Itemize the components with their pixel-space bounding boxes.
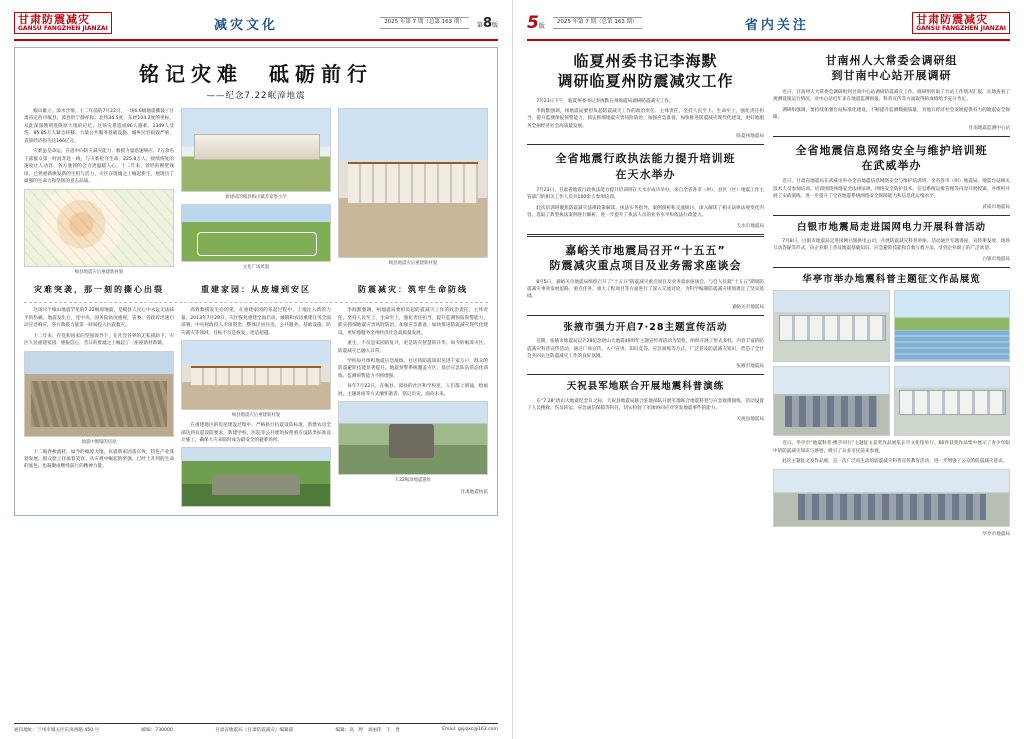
lead-subheads xyxy=(24,279,488,298)
article-wuwei xyxy=(773,143,1010,210)
photo-caption-map: 岷县地震灾后重建新村貌 xyxy=(74,270,124,276)
photo-new-town xyxy=(181,340,331,410)
paragraph: 在“7.28”唐山大地震纪念日之际，天祝县地震局联合驻地部队开展军地联合地震科普与应急救援演练，活动设置了人员搜救、伤员转运、应急通信保障等科目，切实检验了军地协同应对突发地震事件的能力。 xyxy=(527,398,764,412)
logo-main-text-right: 甘肃防震减灾 xyxy=(916,12,989,26)
paragraph: 高效救援发生必的笔，在重建家园的乐起过程中，土地注入新的力量。2013年7月29日，灾区恢复重建全面启动，城镇和农房重建任务全面部署，中央财政投入专项资金，整体民居住房、公共服务、基础设施、防灾减灾等领域，目标不仅是恢复，更是超越。 xyxy=(181,308,331,336)
lead-column-1 xyxy=(24,108,174,279)
article-credit: 武威市地震局 xyxy=(982,204,1010,210)
article-divider xyxy=(527,144,764,145)
photo-visitors-viewing xyxy=(773,366,890,436)
paragraph: 7月23日下午，临夏州委书记李海默在州地震局调研防震减灾工作。 xyxy=(536,98,674,104)
footer-editors: 编辑：高 婷 刘丽萍 王 贵 xyxy=(335,728,400,733)
article-divider xyxy=(527,234,764,237)
paragraph: 李海默强调，州地震局要担负起防震减灾工作的政治责任、主体责任，坚持人民至上、生命至上，强化责任担当，提升监测预报预警能力，抓实抓细地震灾害风险防治，加强应急准备，加快推进防震减灾现代化建设，更好地服务全州经济社会高质量发展。 xyxy=(527,108,764,129)
photo-gallery-row-2 xyxy=(773,366,1010,436)
article-body xyxy=(773,89,1010,122)
section-title-right: 省内关注 xyxy=(744,17,809,33)
photo-display-panels xyxy=(894,366,1011,436)
right-column-1 xyxy=(527,47,764,542)
article-body xyxy=(773,440,1010,465)
photo-gallery-row-3 xyxy=(773,469,1010,527)
article-body xyxy=(527,187,764,220)
paragraph: 李海默强调，州地震局要担负起防震减灾工作的政治责任、主体责任，坚持人民至上、生命至上，强化责任担当，提升监测预报预警能力，抓实抓细地震灾害风险防治，加强应急准备，加快推进防震减灾现代化建设，更好地服务全州经济社会高质量发展。 xyxy=(338,308,488,336)
article-credit: 天水市地震局 xyxy=(736,223,764,229)
article-zhangye xyxy=(527,321,764,370)
article-credit: 白银市地震局 xyxy=(982,256,1010,262)
lead-title: 铭记灾难 砥砺前行 xyxy=(139,62,373,86)
lead-columns xyxy=(24,108,488,279)
subhead-3-title: 防震减灾：筑牢生命防线 xyxy=(358,285,468,295)
paragraph: 灾难虽是命运，在思中向防灾减灾能力、救援力量迅速响应、7万余名干部群众第一时间奔赴一线，与灾难抢夺生命，225.8万人、接续恢复的速度让人动容、各方驰援的合力更温暖人心。十二年来，曾经的断壁残垣，已然重新焕发新的生机与活力，灾区在废墟之上崛起新生，展现出了顽强的生命力和坚韧的意志品质。 xyxy=(24,149,174,184)
article-linxia xyxy=(527,51,764,139)
article-divider xyxy=(773,215,1010,216)
article-divider xyxy=(527,374,764,375)
article-title: 张掖市强力开启7·28主题宣传活动 xyxy=(563,321,728,333)
page-footer xyxy=(14,723,498,733)
photo-gallery-row-1 xyxy=(773,290,1010,362)
article-title: 甘南州人大常委会调研组 到甘南中心站开展调研 xyxy=(825,54,958,83)
logo-sub-text: GANSU FANGZHEN JIANZAI xyxy=(18,24,108,32)
issue-line-right: 2025 年第 7 期（总第 163 期） xyxy=(553,17,642,29)
page-label-suffix: 版 xyxy=(491,21,498,29)
page-number-value: 8 xyxy=(482,15,492,31)
right-column-2 xyxy=(773,47,1010,542)
article-credit: 张掖市地震局 xyxy=(736,364,764,370)
article-divider xyxy=(773,267,1010,268)
footer-address: 通讯地址：兰州市城关区东岗西路 450 号 xyxy=(14,728,100,733)
article-credit: 临夏州地震局 xyxy=(736,134,764,140)
logo-main-text: 甘肃防震减灾 xyxy=(18,12,90,26)
paragraph: 重生，不仅是家园的复兴，更是防灾智慧的升华。如今的岷漳灾区，防震减灾已融入日常。 xyxy=(338,341,488,354)
paragraph: 近日，甘南州人大常委会调研组到甘南中心站调研防震减灾工作。调研组听取了台站工作情况汇报，实地查看了观测设施运行情况，对中心站近年来在地震监测预报、科普宣传等方面取得的成绩给予充分肯定。 xyxy=(773,89,1010,103)
body-column-2 xyxy=(181,307,331,507)
paragraph: 十二年来，在党和国家的坚强领导下，在社会各界的无私援助下，灾区人民重建家园、重振信心，昔日的废墟之上崛起了一座座新村新镇。 xyxy=(24,333,174,347)
newspaper-logo xyxy=(14,12,112,35)
page-unit-right: 版 xyxy=(538,23,545,30)
article-title: 华亭市举办地震科普主题征文作品展览 xyxy=(802,273,981,285)
paragraph: 7月8日，白银市地震局走进国网白银供电公司，开展防震减灾科普讲座。活动通过专题讲座、宣传册发放、现场互动答疑等形式，向企业职工普及地震基础知识、应急避险技能和自救互救方法，受到企业职工的广泛欢迎。 xyxy=(773,238,1010,252)
article-tianzhu xyxy=(527,380,764,421)
footer-postcode: 邮编：730000 xyxy=(141,728,173,733)
subhead-col-1 xyxy=(24,279,174,298)
page-label-prefix: 第 xyxy=(476,21,483,29)
body-text-1b xyxy=(24,449,174,471)
lead-paragraph-1 xyxy=(24,108,174,185)
photo-exhibition-boards xyxy=(773,290,890,362)
paragraph: 8月5日，嘉峪关市地震局组织召开了“十五五”防震减灾重点项目及业务需求座谈会，与会人员就“十五五”期间防震减灾事业发展思路、重点任务、重大工程项目等方面进行了深入交流讨论，为科学编制防震减灾规划奠定了坚实基础。 xyxy=(527,279,764,300)
article-body xyxy=(527,398,764,413)
paragraph: 近期，张掖市地震局以7·28纪念唐山大地震49周年主题宣传周活动为契机，组织开展了形式多样、内容丰富的防震减灾科普宣传活动，通过广场宣传、入户宣讲、知识竞答、应急演练等方式，广泛普及防震减灾知识，营造了全社会共同关注防震减灾工作的良好氛围。 xyxy=(527,339,764,360)
lead-body-columns xyxy=(24,307,488,507)
paragraph: 此次培训班聚焦防震减灾法规政策解读、执法实务指导、案例剖析和交流研讨，深入解读了相关法律法规变化内容，选取了典型执法案例进行解析，进一步提升了执法人员的业务水平和依法行政能力。 xyxy=(527,205,764,219)
photo-caption-field: 文化广场风貌 xyxy=(242,265,270,270)
article-huating xyxy=(773,273,1010,538)
subhead-divider xyxy=(24,302,488,303)
subhead-col-3 xyxy=(338,279,488,298)
body-text-2 xyxy=(181,307,331,337)
masthead-rule-right xyxy=(527,39,1010,41)
issue-line-left: 2025 年第 7 期（总第 163 期） xyxy=(380,17,469,29)
article-body xyxy=(527,338,764,360)
article-body xyxy=(773,178,1010,200)
body-text-1 xyxy=(24,307,174,347)
article-title: 嘉峪关市地震局召开“十五五” 防震减灾重点项目及业务需求座谈会 xyxy=(549,243,742,273)
photo-sports-field xyxy=(181,204,331,262)
body-column-3 xyxy=(338,307,488,507)
lead-article xyxy=(14,47,498,516)
photo-rebuilt-village xyxy=(338,108,488,258)
page-number-right xyxy=(527,13,545,33)
photo-collapsed-houses xyxy=(24,351,174,437)
body-text-3 xyxy=(338,307,488,398)
article-credit: 嘉峪关市地震局 xyxy=(731,304,764,310)
article-title: 天祝县军地联合开展地震科普演练 xyxy=(566,381,725,393)
article-title: 白银市地震局走进国网电力开展科普活动 xyxy=(796,221,986,233)
article-baiyin xyxy=(773,221,1010,262)
paragraph: 岷山雄立，漳水含情。十二年前的7月22日，一场6.6级地震撕裂了甘肃省定西市岷县、漳县的宁静祥和。北纬34.5度，东经104.2度的坐标，从此深深镌刻进陇原大地的记忆。这场灾难造成96人遇难、1349人受伤、85.85万人紧急转移、大量公共服务基础设施、城乡民宅损毁严重，直接经济损失达166亿元。 xyxy=(24,109,174,144)
footer-email: Email: gsjsjxc@163.com xyxy=(442,727,498,732)
page-number-value-right: 5 xyxy=(527,13,539,33)
photo-memorial xyxy=(338,401,488,475)
paragraph: 十二载春秋流转，如今的岷漳大地，抗震新家园落有致，特色产业蓬勃发展，群众脸上洋溢着笑容。从灾难中崛起的坚强，已经上升到的生命的底色，也凝聚成继续前行的精神力量。 xyxy=(24,449,174,470)
article-body xyxy=(527,98,764,131)
article-body xyxy=(527,279,764,301)
paragraph: 这场尽于岷山地震罕见的7.22岷漳地震，是岷县人民心中永远无法抹平的伤痛。地震发生后，党中央、国务院高度重视，省委、省政府迅速启动应急响应，各方救援力量第一时间投入抗震救灾。 xyxy=(24,308,174,329)
lead-column-2 xyxy=(181,108,331,279)
lead-subtitle: ——纪念7.22岷漳地震 xyxy=(206,91,306,101)
photo-caption-memorial: 7.22岷漳地震遗址 xyxy=(394,478,432,484)
photo-caption-school: 新建成的岷县梅川镇苏家堡小学 xyxy=(225,195,287,200)
photo-caption-ruin: 地震中倒塌的房屋 xyxy=(81,439,117,445)
article-tianshui-training xyxy=(527,151,764,229)
article-body xyxy=(773,238,1010,253)
page-right xyxy=(512,0,1024,739)
article-credit: 天祝县地震局 xyxy=(736,416,764,422)
paragraph: 学校每月组织地震应急演练，社区将防震知识送进千家万户，群众的防震避险技能显著提升。地震预警系统覆盖灾区，基层应急队伍常态化训练，监测预警能力不断增强。 xyxy=(338,359,488,379)
photo-caption-newtown: 岷县地震灾后重建新村貌 xyxy=(231,413,281,419)
paragraph: 调研组强调，要持续加强台站标准化建设，不断提升监测数据质量，为地方经济社会发展提供有力的地震安全保障。 xyxy=(773,107,1010,121)
subhead-2-title: 重建家园：从废墟到安区 xyxy=(201,285,311,295)
paragraph: 在重建地区的房屋建设过程中，严格执行抗震设防标准，新建农房全部达到抗震设防要求，新建学校、医院等公共建筑按照重点设防类标准设计施工，确保大灾来临时成为最安全的避难场所。 xyxy=(181,423,331,443)
article-credit: 华亭市地震局 xyxy=(982,532,1010,538)
paragraph: 每年7月22日，在岷县、漳县的社区和学校里，人们都上朗诵、绘画展、主题讲座等方式缅怀逝者、铭记历史、面向未来。 xyxy=(338,384,488,397)
subhead-1-title: 灾难突袭，那一刻的撕心出裂 xyxy=(34,285,164,295)
article-divider xyxy=(773,136,1010,137)
page-number-left xyxy=(477,16,498,31)
body-text-2b xyxy=(181,422,331,444)
paragraph: 7月23日，甘肃省地震行政执法能力提升培训班在天水市成功举办。来自全省各市（州）、县区（区）地震工作主管部门的相关工作人员共100余人参加培训。 xyxy=(527,188,764,201)
subhead-col-2 xyxy=(181,279,331,298)
photo-crowd-viewing xyxy=(773,469,1010,527)
paragraph: 此次主题征文及作品展，是一次广泛而生动的防震减灾科普宣传教育活动，进一步增强了公众的防震减灾意识。 xyxy=(782,458,1008,464)
article-divider xyxy=(527,315,764,316)
paragraph: 近日，甘肃省地震局在武威市举办全省地震信息网络安全与维护培训班，全省各市（州）地震局、地震台站相关技术人员参加培训。培训围绕网络安全法律法规、网络安全防护技术、信息系统运维管理等内容开展授课，并组织开展了实战演练，进一步提升了全省地震系统网络安全保障能力和信息化运维水平。 xyxy=(773,179,1010,200)
body-column-1 xyxy=(24,307,174,507)
article-title: 临夏州委书记李海默 调研临夏州防震减灾工作 xyxy=(557,52,734,91)
footer-publisher: 甘肃省地震局《甘肃防震减灾》编辑部 xyxy=(215,728,294,733)
paragraph: 近日，华亭市“地震科普·携手同行”主题征文获奖作品展览在市文化馆举行。60件获奖作品集中展示了青少年眼中的防震减灾知识与感悟，吸引了众多市民前来参观。 xyxy=(773,441,1010,454)
article-title: 全省地震行政执法能力提升培训班 在天水举办 xyxy=(555,152,736,181)
photo-new-school xyxy=(181,108,331,192)
newspaper-logo-right xyxy=(912,12,1010,35)
lead-column-3 xyxy=(338,108,488,279)
photo-green-hills xyxy=(181,447,331,507)
article-jiayuguan xyxy=(527,243,764,310)
photo-lakeside-exhibition xyxy=(894,290,1011,362)
article-credit: 甘南地震监测中心站 xyxy=(968,125,1010,131)
article-title: 全省地震信息网络安全与维护培训班 在武威举办 xyxy=(795,143,988,172)
right-columns xyxy=(527,47,1010,542)
logo-sub-text-right: GANSU FANGZHEN JIANZAI xyxy=(916,24,1006,32)
masthead-right xyxy=(527,10,1010,36)
photo-earthquake-intensity-map xyxy=(24,189,174,267)
photo-caption-village: 岷县地震灾后重建新村貌 xyxy=(388,261,438,266)
section-title-left: 减灾文化 xyxy=(213,17,278,33)
masthead-left xyxy=(14,10,498,36)
article-gannan xyxy=(773,53,1010,131)
masthead-rule-left xyxy=(14,39,498,41)
lead-credit: 甘肃地震快讯 xyxy=(460,490,488,496)
